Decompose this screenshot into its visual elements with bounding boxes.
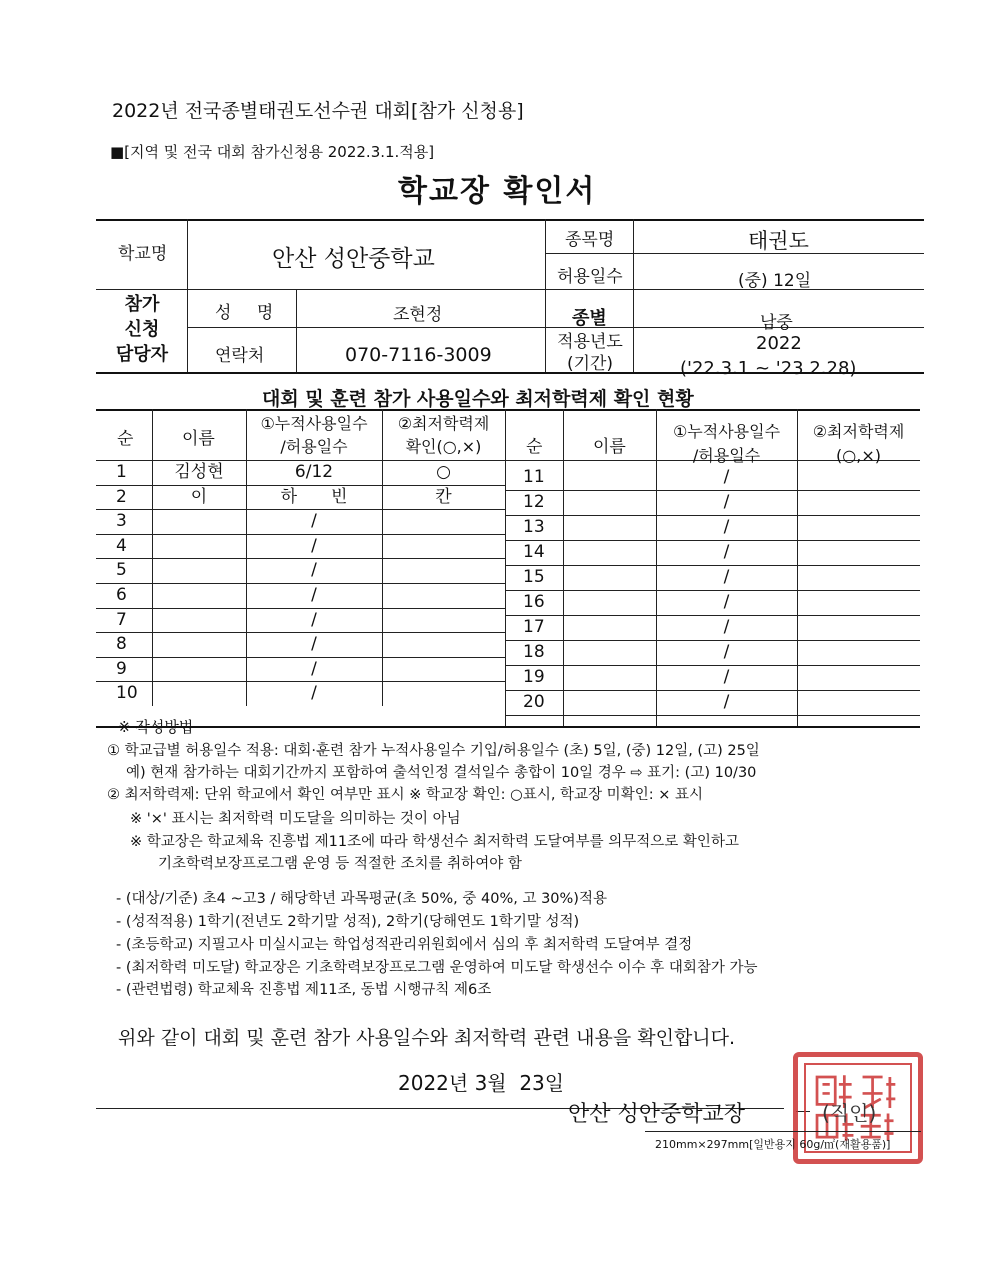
period-label-1: 적용년도: [557, 332, 623, 352]
row-divider: [505, 690, 920, 691]
table-cell-days: /: [311, 634, 317, 655]
note-line: - (최저학력 미도달) 학교장은 기초학력보장프로그램 운영하여 미도달 학생선수 이수 후 대회참가 가능: [116, 960, 758, 976]
row-divider: [96, 681, 505, 682]
table-cell-days: /: [723, 467, 730, 487]
table-cell-no: 16: [523, 592, 545, 612]
category-value: 남중: [760, 313, 793, 333]
table-cell-days: 하 빈: [280, 486, 348, 507]
col-check-header-left: [382, 412, 505, 458]
table-cell-days: /: [723, 492, 730, 512]
table-cell-no: 1: [116, 462, 127, 482]
school-label: 학교명: [118, 244, 168, 264]
row-divider: [505, 590, 920, 591]
contact-value: 070-7116-3009: [345, 344, 492, 366]
table-cell-no: 19: [523, 667, 545, 687]
col-check-header-right-1: ②최저학력제: [812, 422, 905, 441]
paper-spec: 210mm×297mm[일반용지 60g/㎡(재활용품)]: [655, 1138, 891, 1151]
table-cell-days: /: [723, 692, 730, 712]
row-divider: [505, 715, 920, 716]
applicant-label: [110, 292, 174, 367]
table-cell-days: /: [311, 535, 317, 556]
name-label: 성 명: [215, 303, 284, 323]
table-cell-check: 칸: [435, 486, 452, 507]
col-no-header-right: 순: [526, 437, 543, 457]
table-cell-no: 5: [116, 560, 127, 581]
col-no-header-left: 순: [117, 429, 134, 449]
row-divider: [96, 632, 505, 633]
row-divider: [505, 515, 920, 516]
table-cell-days: /: [723, 517, 730, 537]
note-line: - (관련법령) 학교체육 진흥법 제11조, 동법 시행규칙 제6조: [116, 982, 492, 998]
row-divider: [505, 540, 920, 541]
header-line-1: 2022년 전국종별태권도선수권 대회[참가 신청용]: [112, 100, 524, 122]
col-days-header-left-2: /허용일수: [280, 437, 348, 456]
table-cell-no: 13: [523, 517, 545, 537]
col-days-header-left: [246, 412, 382, 458]
note-line: ※ '×' 표시는 최저학력 미도달을 의미하는 것이 아님: [130, 811, 461, 827]
table-cell-no: 11: [523, 467, 545, 487]
col-days-header-right-2: /허용일수: [692, 446, 761, 465]
table-cell-no: 9: [116, 658, 127, 679]
table-cell-days: /: [311, 609, 317, 630]
row-divider: [505, 640, 920, 641]
note-line: ② 최저학력제: 단위 학교에서 확인 여부만 표시 ※ 학교장 확인: ○표시, 학교장 미확인: × 표시: [107, 787, 703, 803]
confirmation-statement: 위와 같이 대회 및 훈련 참가 사용일수와 최저학력 관련 내용을 확인합니다.: [118, 1027, 736, 1049]
table-cell-no: 8: [116, 634, 127, 655]
row-divider: [505, 665, 920, 666]
category-label: 종별: [572, 308, 607, 329]
note-line: - (성적적용) 1학기(전년도 2학기말 성적), 2학기(당해연도 1학기말 성적): [116, 914, 580, 930]
table-cell-name: 김성현: [174, 462, 224, 482]
row-divider: [96, 509, 505, 510]
contact-label: 연락처: [215, 346, 265, 366]
col-name-header-left: 이름: [182, 429, 215, 449]
table-cell-days: /: [311, 560, 317, 581]
col-days-header-right: [656, 420, 797, 468]
table-cell-days: /: [723, 542, 730, 562]
row-divider: [96, 485, 505, 486]
applicant-label-1: 참가: [124, 294, 160, 315]
table-cell-days: /: [723, 592, 730, 612]
school-value: 안산 성안중학교: [272, 246, 435, 272]
table-cell-no: 10: [116, 683, 138, 704]
note-line: ① 학교급별 허용일수 적용: 대회·훈련 참가 누적사용일수 기입/허용일수 (초) 5일, (중) 12일, (고) 25일: [107, 743, 760, 759]
year-value: 2022: [756, 333, 802, 354]
col-check-header-left-1: ②최저학력제: [397, 414, 490, 433]
note-line: - (초등학교) 지필고사 미실시교는 학업성적관리위원회에서 심의 후 최저학력 도달여부 결정: [116, 937, 693, 953]
row-divider: [96, 583, 505, 584]
allowed-days-value: (중) 12일: [738, 271, 812, 291]
table-cell-no: 14: [523, 542, 545, 562]
table-cell-days: /: [311, 511, 317, 532]
row-divider: [96, 558, 505, 559]
table-cell-days: 6/12: [294, 462, 334, 482]
col-name-header-right: 이름: [593, 437, 626, 457]
applicant-label-3: 담당자: [115, 344, 169, 365]
row-divider: [96, 534, 505, 535]
table-cell-days: /: [311, 683, 317, 704]
period-label: [549, 331, 631, 375]
table-caption: 대회 및 훈련 참가 사용일수와 최저학력제 확인 현황: [262, 388, 694, 410]
table-cell-check: ○: [436, 462, 451, 482]
row-divider: [505, 615, 920, 616]
name-value: 조현정: [393, 305, 443, 325]
row-divider: [505, 565, 920, 566]
table-cell-no: 3: [116, 511, 127, 532]
applicant-label-2: 신청: [124, 319, 160, 340]
table-cell-days: /: [311, 658, 317, 679]
confirmation-date: 2022년 3월 23일: [398, 1071, 565, 1095]
table-cell-days: /: [723, 667, 730, 687]
seal-label: (직인): [822, 1101, 877, 1125]
table-cell-days: /: [723, 642, 730, 662]
table-cell-days: /: [311, 585, 317, 605]
table-cell-no: 4: [116, 535, 127, 556]
col-days-header-left-1: ①누적사용일수: [260, 414, 368, 433]
col-days-header-right-1: ①누적사용일수: [672, 422, 781, 441]
note-line: 예) 현재 참가하는 대회기간까지 포함하여 출석인정 결석일수 총합이 10일 경우 ⇨ 표기: (고) 10/30: [126, 765, 757, 781]
table-cell-no: 6: [116, 585, 127, 605]
signer-name: 안산 성안중학교장: [568, 1102, 746, 1127]
table-cell-no: 12: [523, 492, 545, 512]
col-check-header-right-2: (○,×): [836, 446, 881, 465]
header-line-2: ■[지역 및 전국 대회 참가신청용 2022.3.1.적용]: [110, 143, 435, 161]
event-value: 태권도: [748, 229, 809, 253]
row-divider: [96, 657, 505, 658]
period-value: ('22.3.1 ~ '23 2.28): [680, 358, 857, 379]
allowed-days-label: 허용일수: [557, 267, 623, 287]
event-label: 종목명: [565, 230, 615, 250]
table-cell-no: 15: [523, 567, 545, 587]
table-cell-no: 7: [116, 609, 127, 630]
table-cell-name: 이: [190, 486, 208, 507]
row-divider: [96, 608, 505, 609]
period-label-2: (기간): [566, 354, 614, 374]
notes-heading: ※ 작성방법: [118, 718, 194, 736]
table-cell-no: 2: [116, 486, 127, 507]
table-cell-no: 18: [523, 642, 545, 662]
note-line: - (대상/기준) 초4 ~고3 / 해당학년 과목평균(초 50%, 중 40%, 고 30%)적용: [116, 891, 607, 907]
table-cell-days: /: [723, 617, 730, 637]
note-line: ※ 학교장은 학교체육 진흥법 제11조에 따라 학생선수 최저학력 도달여부를 의무적으로 확인하고: [130, 834, 739, 850]
row-divider: [505, 490, 920, 491]
table-cell-no: 20: [523, 692, 545, 712]
document-title: 학교장 확인서: [398, 174, 597, 209]
col-check-header-right: [797, 420, 920, 468]
note-line: 기초학력보장프로그램 운영 등 적절한 조치를 취하여야 함: [158, 856, 522, 872]
col-check-header-left-2: 확인(○,×): [405, 437, 482, 456]
table-cell-days: /: [723, 567, 730, 587]
table-cell-no: 17: [523, 617, 545, 637]
